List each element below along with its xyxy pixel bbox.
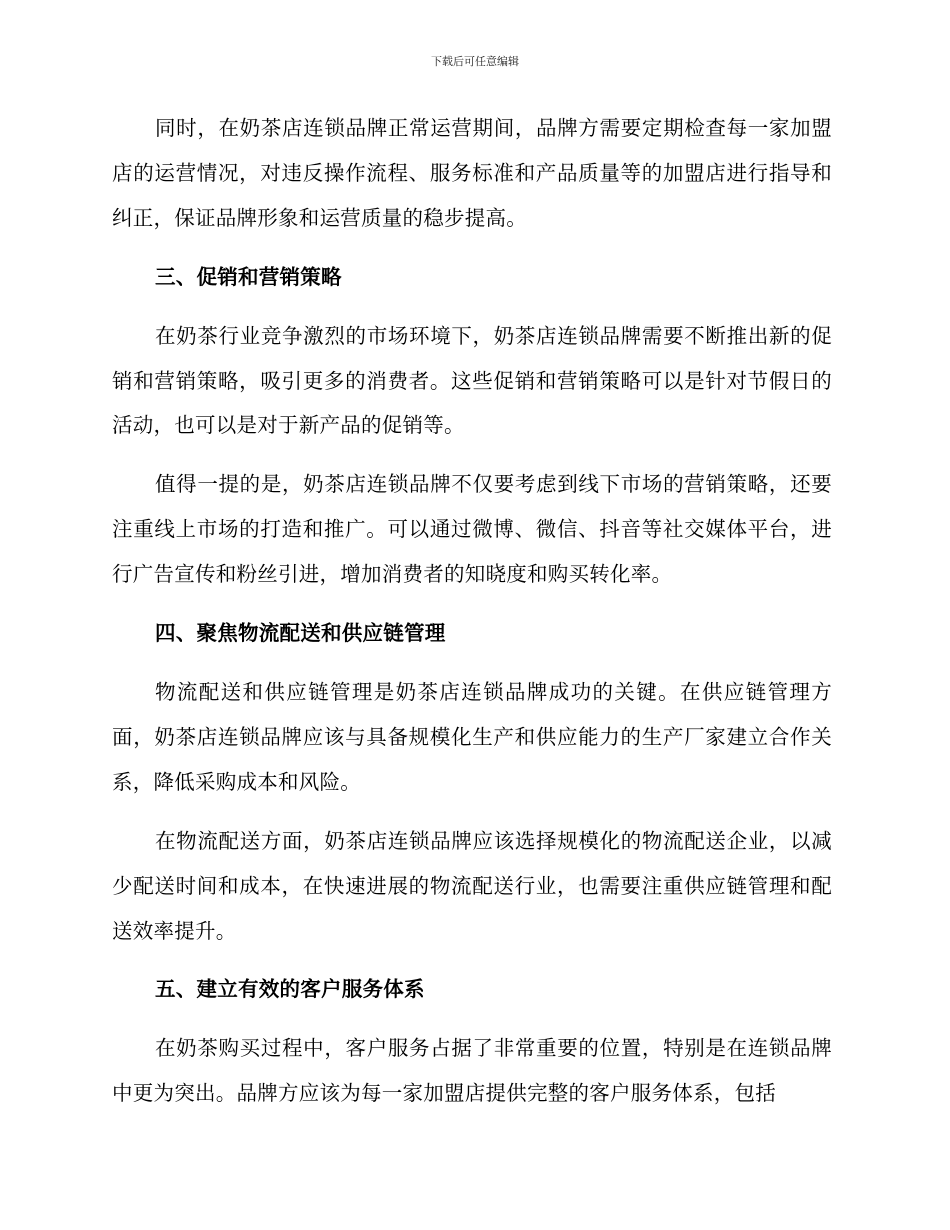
paragraph: 同时，在奶茶店连锁品牌正常运营期间，品牌方需要定期检查每一家加盟店的运营情况，对违反操作流程、服务标准和产品质量等的加盟店进行指导和纠正，保证品牌形象和运营质量的稳步提高。 bbox=[112, 116, 832, 230]
page-header: 下载后可任意编辑 bbox=[431, 55, 519, 68]
section-heading: 五、建立有效的客户服务体系 bbox=[155, 977, 425, 1002]
section-heading: 四、聚焦物流配送和供应链管理 bbox=[155, 621, 446, 646]
paragraph: 在奶茶行业竞争激烈的市场环境下，奶茶店连锁品牌需要不断推出新的促销和营销策略，吸引更多的消费者。这些促销和营销策略可以是针对节假日的活动，也可以是对于新产品的促销等。 bbox=[112, 323, 832, 438]
paragraph: 在物流配送方面，奶茶店连锁品牌应该选择规模化的物流配送企业，以减少配送时间和成本，在快速进展的物流配送行业，也需要注重供应链管理和配送效率提升。 bbox=[112, 828, 832, 943]
section-heading: 三、促销和营销策略 bbox=[155, 264, 342, 289]
paragraph: 值得一提的是，奶茶店连锁品牌不仅要考虑到线下市场的营销策略，还要注重线上市场的打造和推广。可以通过微博、微信、抖音等社交媒体平台，进行广告宣传和粉丝引进，增加消费者的知晓度和购买转化率。 bbox=[112, 472, 832, 587]
paragraph: 在奶茶购买过程中，客户服务占据了非常重要的位置，特别是在连锁品牌中更为突出。品牌方应该为每一家加盟店提供完整的客户服务体系，包括 bbox=[112, 1036, 832, 1106]
paragraph: 物流配送和供应链管理是奶茶店连锁品牌成功的关键。在供应链管理方面，奶茶店连锁品牌应该与具备规模化生产和供应能力的生产厂家建立合作关系，降低采购成本和风险。 bbox=[112, 679, 832, 794]
document-body bbox=[112, 106, 832, 1116]
